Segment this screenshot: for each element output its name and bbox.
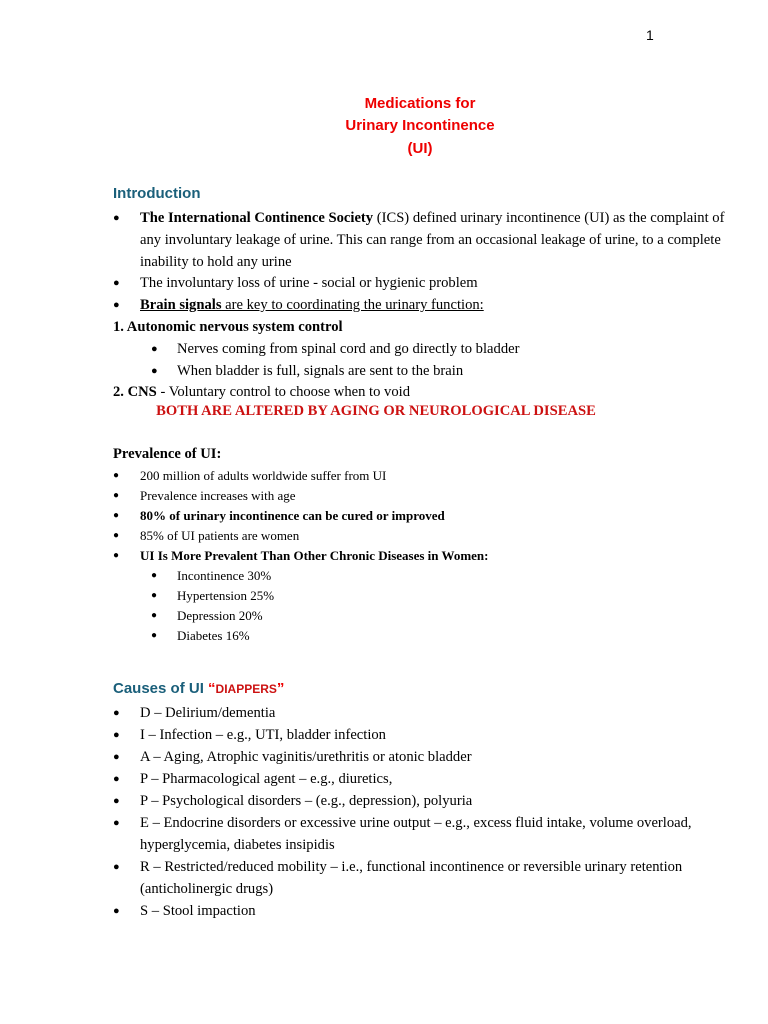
title-line-1: Medications for [364, 95, 476, 112]
prevalence-heading: Prevalence of UI: [113, 446, 222, 462]
brain-signals-bold: Brain signals [140, 297, 222, 313]
bullet-icon: ● [113, 707, 120, 719]
bullet-icon: ● [113, 510, 120, 521]
list-item-text: Prevalence increases with age [140, 488, 296, 503]
numbered-item-1: 1. Autonomic nervous system control [113, 319, 343, 335]
bullet-icon: ● [113, 795, 120, 807]
list-item-text: P – Pharmacological agent – e.g., diuretics, [140, 771, 393, 787]
list-item-text: I – Infection – e.g., UTI, bladder infection [140, 727, 386, 743]
sub-list-item-text: Depression 20% [177, 608, 263, 623]
sub-list-item-text: Diabetes 16% [177, 628, 250, 643]
alert-text: BOTH ARE ALTERED BY AGING OR NEUROLOGICAL DISEASE [156, 403, 596, 419]
list-item-text: E – Endocrine disorders or excessive urine output – e.g., excess fluid intake, volume overload, hyperglycemia, diabetes insipidis [140, 815, 692, 853]
ics-bold-text: The International Continence Society [140, 210, 374, 226]
bullet-icon: ● [151, 343, 158, 355]
bullet-icon: ● [113, 861, 120, 873]
bullet-icon: ● [113, 299, 120, 311]
page-number: 1 [646, 27, 654, 43]
bullet-icon: ● [113, 905, 120, 917]
list-item-text: A – Aging, Atrophic vaginitis/urethritis or atonic bladder [140, 749, 472, 765]
list-item-text: UI Is More Prevalent Than Other Chronic Diseases in Women: [140, 548, 489, 563]
causes-heading: Causes of UI “DIAPPERS” [113, 680, 285, 697]
bullet-icon: ● [113, 212, 120, 224]
list-item-text: S – Stool impaction [140, 903, 256, 919]
bullet-icon: ● [151, 365, 158, 377]
bullet-icon: ● [151, 610, 158, 621]
list-item-text: 80% of urinary incontinence can be cured or improved [140, 508, 445, 523]
bullet-icon: ● [113, 817, 120, 829]
title-line-2: Urinary Incontinence [345, 117, 495, 134]
bullet-icon: ● [113, 277, 120, 289]
bullet-icon: ● [113, 751, 120, 763]
list-item-text: The involuntary loss of urine - social or hygienic problem [140, 275, 478, 291]
bullet-icon: ● [151, 630, 158, 641]
list-item-text: 85% of UI patients are women [140, 528, 300, 543]
bullet-icon: ● [151, 570, 158, 581]
bullet-icon: ● [113, 773, 120, 785]
bullet-icon: ● [113, 729, 120, 741]
list-item-text: 200 million of adults worldwide suffer from UI [140, 468, 387, 483]
bullet-icon: ● [113, 530, 120, 541]
bullet-icon: ● [113, 490, 120, 501]
bullet-icon: ● [151, 590, 158, 601]
sub-list-item-text: Hypertension 25% [177, 588, 275, 603]
bullet-icon: ● [113, 470, 120, 481]
sub-list-item-text: When bladder is full, signals are sent to the brain [177, 363, 464, 379]
sub-list-item-text: Incontinence 30% [177, 568, 272, 583]
bullet-icon: ● [113, 550, 120, 561]
list-item-text: D – Delirium/dementia [140, 705, 276, 721]
ics-definition-text: (ICS) defined urinary incontinence (UI) as the complaint of any involuntary leakage of urine. This can range from an occasional leakage of urine, to a complete inability to hold any urine [140, 210, 725, 270]
mnemonic-text: DIAPPERS [215, 682, 277, 696]
numbered-item-2: 2. CNS - Voluntary control to choose when to void [113, 384, 410, 400]
sub-list-item-text: Nerves coming from spinal cord and go directly to bladder [177, 341, 520, 357]
introduction-heading: Introduction [113, 185, 201, 202]
title-line-3: (UI) [407, 140, 433, 157]
list-item-text: P – Psychological disorders – (e.g., depression), polyuria [140, 793, 473, 809]
list-item-text: R – Restricted/reduced mobility – i.e., functional incontinence or reversible urinary retention (anticholinergic drugs) [140, 859, 683, 897]
brain-signals-text: are key to coordinating the urinary function: [221, 297, 484, 313]
